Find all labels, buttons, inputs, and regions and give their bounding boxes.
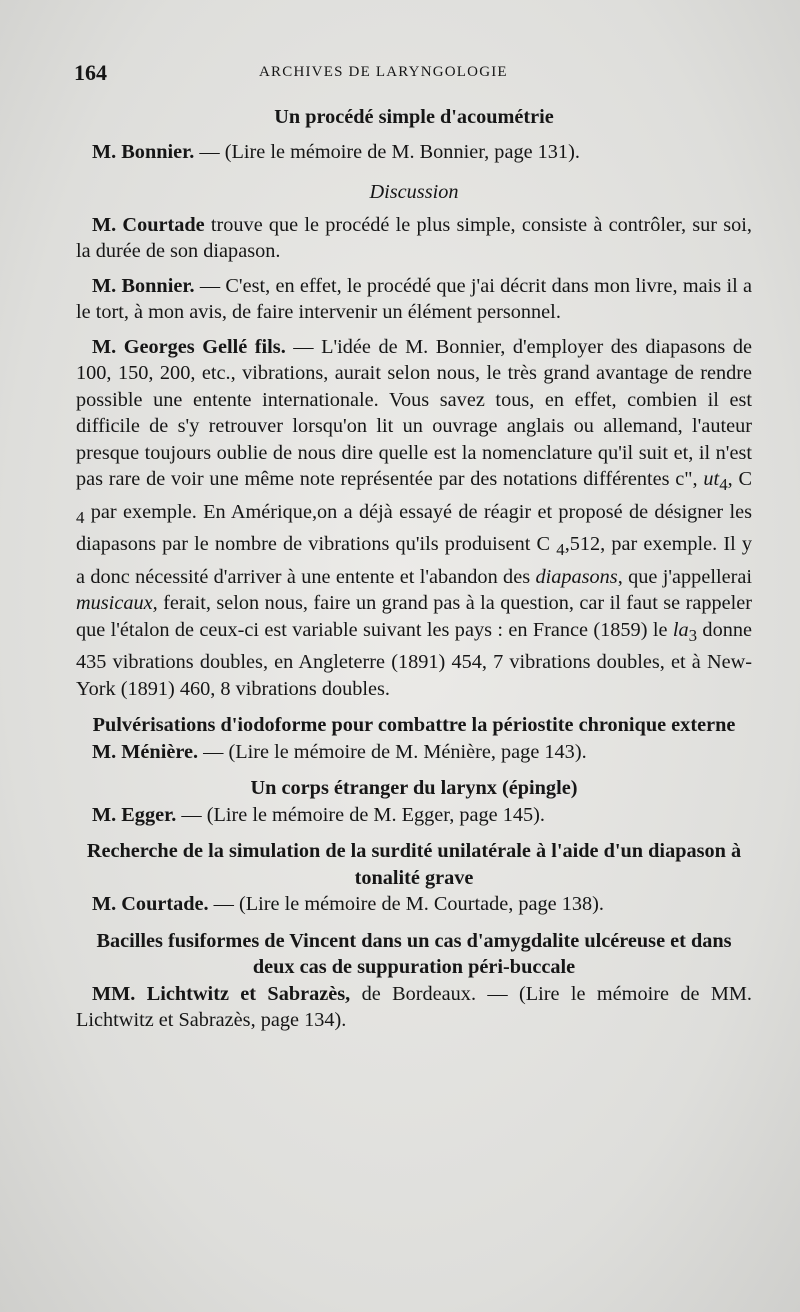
paragraph-text: de Bordeaux. — (Lire le mémoire de MM. Lichtwitz et Sabrazès, page 134). — [76, 982, 752, 1032]
section-title-corps-etranger: Un corps étranger du larynx (épingle) — [250, 777, 578, 800]
subscript: 3 — [688, 625, 698, 645]
paragraph-egger — [76, 802, 752, 829]
page-body — [76, 104, 752, 1042]
section-title-bacilles: Bacilles fusiformes de Vincent dans un cas d'amygdalite ulcéreuse et dans deux cas de suppuration péri-buccale — [96, 929, 732, 979]
speaker-name: M. Bonnier. — [92, 140, 195, 163]
speaker-name: M. Bonnier. — [92, 274, 195, 297]
paragraph-text: , C — [727, 468, 753, 490]
speaker-name: M. Georges Gellé fils. — [92, 335, 286, 358]
section-title-surdite: Recherche de la simulation de la surdité unilatérale à l'aide d'un diapason à tonalité grave — [86, 840, 742, 889]
italic-note: la — [672, 618, 689, 641]
paragraph-text: trouve que le procédé le plus simple, consiste à contrôler, sur soi, la durée de son diapason. — [76, 213, 752, 262]
paragraph-bonnier-ref — [76, 139, 752, 166]
paragraph-text: par exemple. En Amérique,on a déjà essayé de réagir et proposé de désigner les diapasons par le nombre de vibrations qu'ils produisent C — [76, 500, 752, 556]
section-title-pulverisations: Pulvérisations d'iodoforme pour combattre la périostite chronique externe — [92, 714, 736, 737]
section-title-acoumetrie: Un procédé simple d'acoumétrie — [274, 106, 554, 128]
paragraph-text: — (Lire le mémoire de M. Bonnier, page 131). — [194, 140, 580, 163]
paragraph-bonnier-reply — [76, 273, 752, 326]
paragraph-meniere — [76, 739, 752, 766]
italic-note: ut — [703, 468, 720, 490]
subscript: 4 — [76, 507, 85, 527]
page-header — [74, 60, 740, 90]
paragraph-text: ,512, par exemple. Il y a donc nécessité d'arriver à une entente et l'abandon des — [76, 533, 752, 588]
speaker-name: M. Courtade — [92, 213, 205, 236]
paragraph-text: — (Lire le mémoire de M. Egger, page 145). — [176, 803, 545, 826]
paragraph-courtade-ref — [76, 891, 752, 918]
speaker-name: M. Courtade. — [92, 893, 209, 916]
paragraph-text: — C'est, en effet, le procédé que j'ai décrit dans mon livre, mais il a le tort, à mon avis, de faire intervenir un élément personnel. — [76, 274, 752, 323]
subscript: 4 — [719, 475, 728, 495]
paragraph-gelle — [76, 334, 752, 703]
speaker-name: M. Ménière. — [92, 740, 199, 763]
subscript: 4 — [556, 540, 565, 560]
paragraph-text: ferait, selon nous, faire un grand pas à la question, car il faut se rappeler que l'étalon de ceux-ci est variable suivant les pays : en France (1859) le — [76, 592, 752, 641]
paragraph-text: — L'idée de M. Bonnier, d'employer des diapasons de 100, 150, 200, etc., vibrations, aurait selon nous, le très grand avantage de rendre possible une entente internationale. Vous savez tous, en effet, combien il est difficile de s'y retrouver lorsqu'on lit un ouvrage anglais ou allemand, l'auteur presque toujours oublie de nous dire quelle est la nomenclature qu'il suit et, il n'est pas rare de voir une même note représentée par des notations différentes c", — [76, 335, 752, 490]
italic-word: musicaux, — [76, 592, 158, 615]
italic-word: diapasons — [535, 565, 618, 588]
running-head: ARCHIVES DE LARYNGOLOGIE — [259, 64, 508, 80]
discussion-subhead: Discussion — [369, 181, 459, 203]
paragraph-courtade — [76, 212, 752, 265]
paragraph-lichtwitz — [76, 981, 752, 1034]
paragraph-text: donne 435 vibrations doubles, en Angleterre (1891) 454, 7 vibrations doubles, et à New-York (1891) 460, 8 vibrations doubles. — [76, 618, 752, 700]
speaker-name: M. Egger. — [92, 803, 177, 826]
paragraph-text: — (Lire le mémoire de M. Courtade, page 138). — [208, 893, 604, 916]
paragraph-text: — (Lire le mémoire de M. Ménière, page 143). — [198, 740, 587, 763]
speaker-name: MM. Lichtwitz et Sabrazès, — [92, 982, 351, 1005]
page-number: 164 — [74, 60, 107, 85]
paragraph-text: , que j'appellerai — [617, 565, 752, 588]
